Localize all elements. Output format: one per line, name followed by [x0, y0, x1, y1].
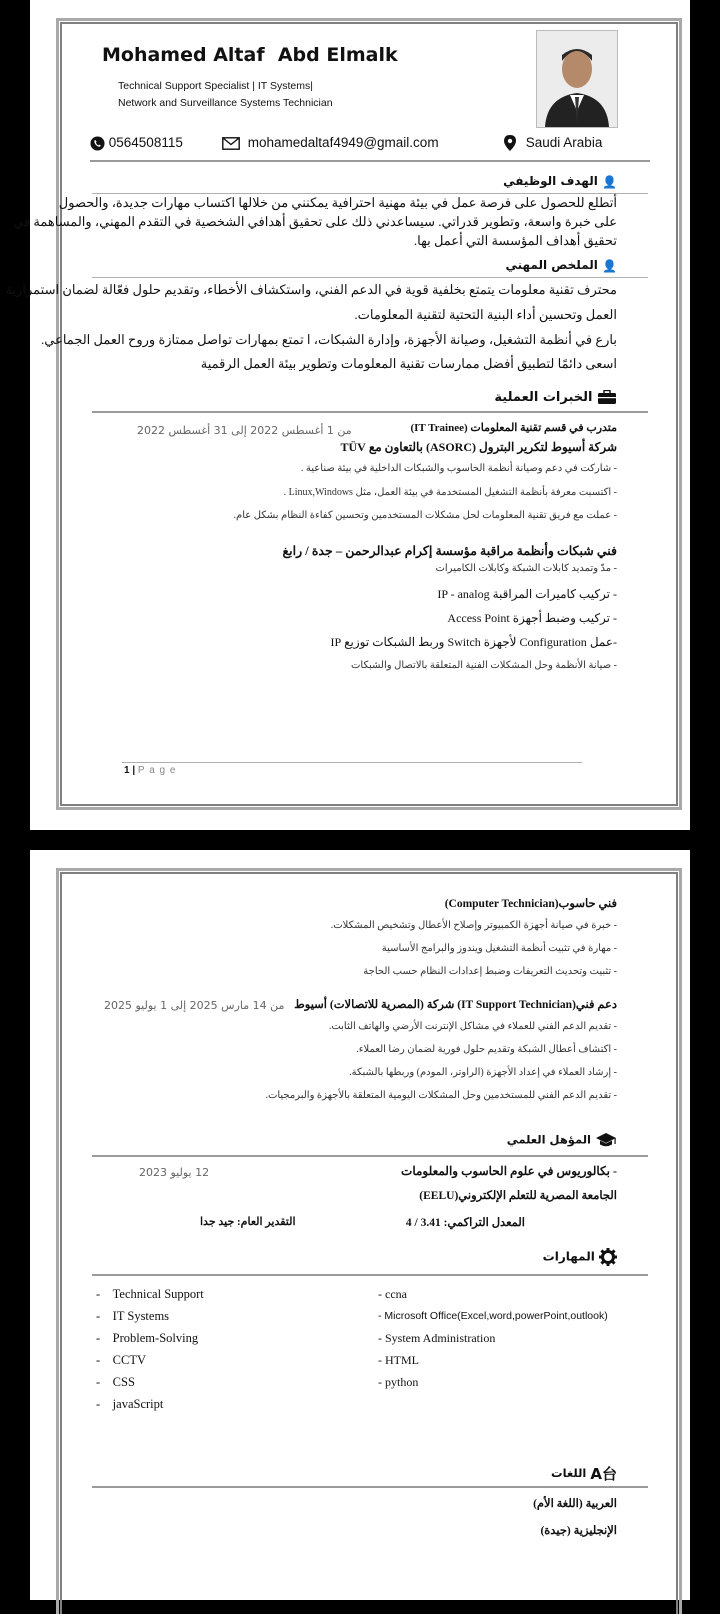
skills-heading [543, 1248, 617, 1266]
skill-item: - CCTV [96, 1353, 147, 1367]
objective-heading [503, 174, 617, 189]
graduation-cap-icon [595, 1132, 617, 1148]
resume-page-1 [5, 0, 690, 830]
profile-photo [536, 30, 618, 128]
university: الجامعة المصرية للتعلم الإلكتروني(EELU) [419, 1190, 617, 1202]
divider [92, 411, 648, 413]
skill-item: - javaScript [96, 1397, 164, 1411]
job1-date: من 1 أغسطس 2022 إلى 31 أغسطس 2022 [137, 424, 352, 437]
skill-item: - CSS [96, 1375, 135, 1389]
skill-item: - Technical Support [96, 1287, 204, 1301]
skill-item: - python [378, 1375, 419, 1389]
divider [90, 160, 650, 162]
job-title-line1: Technical Support Specialist | IT Systems| [118, 80, 313, 92]
translate-icon: A台 [590, 1465, 617, 1483]
language-item: العربية (اللغة الأم) [533, 1498, 617, 1510]
job2-bullet: - مدّ وتمديد كابلات الشبكة وكابلات الكاميرات [435, 563, 617, 574]
gear-icon [599, 1248, 617, 1266]
divider [92, 1486, 648, 1488]
page-number: 1 [124, 765, 130, 776]
summary-heading [505, 258, 617, 273]
language-item: الإنجليزية (جيدة) [540, 1525, 617, 1537]
job2-role: فني شبكات وأنظمة مراقبة مؤسسة إكرام عبدالرحمن – جدة / رابغ [282, 544, 617, 558]
degree: - بكالوريوس في علوم الحاسوب والمعلومات [401, 1164, 617, 1178]
phone-contact[interactable] [90, 135, 183, 151]
summary-line: العمل وتحسين أداء البنية التحتية لتقنية المعلومات. [354, 307, 617, 322]
job-title-line2: Network and Surveillance Systems Technician [118, 97, 333, 109]
footer-rule [122, 762, 582, 763]
divider [92, 277, 648, 278]
overall-grade: التقدير العام: جيد جدا [200, 1216, 296, 1228]
user-icon: 👤 [602, 174, 617, 189]
candidate-name: Mohamed Altaf Abd Elmalk [102, 44, 398, 66]
skills-right-column [378, 1283, 608, 1393]
job1-company: شركة أسيوط لتكرير البترول (ASORC) بالتعاون مع TÜV [340, 440, 617, 454]
objective-line: أتطلع للحصول على فرصة عمل في بيئة مهنية احترافية يمكنني من خلالها اكتساب مهارات جديدة، والحصول [58, 195, 617, 210]
skill-item: - System Administration [378, 1331, 496, 1345]
objective-line: تحقيق أهداف المؤسسة التي أعمل بها. [413, 233, 617, 248]
job3-bullet: - تثبيت وتحديث التعريفات وضبط إعدادات النظام حسب الحاجة [363, 966, 617, 977]
briefcase-icon [597, 390, 617, 405]
job4-bullet: - تقديم الدعم الفني للعملاء في مشاكل الإنترنت الأرضي والهاتف الثابت. [328, 1021, 617, 1032]
job1-bullet: - شاركت في دعم وصيانة أنظمة الحاسوب والشبكات الداخلية في بيئة صناعية . [300, 463, 617, 474]
experience-heading [494, 390, 617, 405]
job3-role: فني حاسوب(Computer Technician) [444, 898, 617, 910]
job4-bullet: - إرشاد العملاء في إعداد الأجهزة (الراوتر، المودم) وربطها بالشبكة. [349, 1067, 617, 1078]
resume-page-2 [30, 850, 690, 1600]
divider [92, 193, 648, 194]
email-contact[interactable] [222, 135, 439, 150]
phone-number: 0564508115 [108, 135, 183, 150]
location-text: Saudi Arabia [525, 135, 603, 150]
summary-line: محترف تقنية معلومات يتمتع بخلفية قوية في الدعم الفني، واستكشاف الأخطاء، وتقديم حلول فعّالة لضمان استمرارية [5, 282, 617, 297]
education-title: المؤهل العلمي [506, 1132, 591, 1147]
whatsapp-icon [90, 136, 105, 151]
job4-role: دعم فني(IT Support Technician) شركة (المصرية للاتصالات) أسيوط [294, 999, 617, 1011]
job4-bullet: - تقديم الدعم الفني للمستخدمين وحل المشكلات اليومية المتعلقة بالأجهزة والبرمجيات. [265, 1090, 617, 1101]
skill-item: - HTML [378, 1353, 419, 1367]
mail-icon [222, 137, 240, 150]
job4-date: من 14 مارس 2025 إلى 1 يوليو 2025 [104, 999, 285, 1012]
skill-item: - Problem-Solving [96, 1331, 199, 1345]
gpa: المعدل التراكمي: 3.41 / 4 [405, 1217, 525, 1229]
skills-title: المهارات [542, 1249, 595, 1264]
languages-heading [551, 1463, 617, 1484]
objective-title: الهدف الوظيفي [503, 174, 598, 188]
skill-item: - IT Systems [96, 1309, 170, 1323]
objective-line: على خبرة واسعة، وتطوير قدراتي. سيساعدني ذلك على تحقيق أهدافي الشخصية في التقدم المهني، والمساهمة في [13, 214, 617, 229]
summary-title: الملخص المهني [505, 258, 598, 272]
email-address: mohamedaltaf4949@gmail.com [247, 135, 439, 150]
page-label: P a g e [137, 765, 177, 776]
job2-bullet: - تركيب كاميرات المراقبة IP - analog [437, 587, 617, 601]
user-icon: 👤 [602, 258, 617, 273]
location-contact [504, 135, 602, 151]
education-heading [507, 1132, 617, 1148]
job1-bullet: - عملت مع فريق تقنية المعلومات لحل مشكلات المستخدمين وتحسين كفاءة النظام بشكل عام. [233, 510, 617, 521]
job2-bullet: - صيانة الأنظمة وحل المشكلات الفنية المتعلقة بالاتصال والشبكات [351, 660, 617, 671]
job4-bullet: - اكتشاف أعطال الشبكة وتقديم حلول فورية لضمان رضا العملاء. [356, 1044, 617, 1055]
job1-bullet: - اكتسبت معرفة بأنظمة التشغيل المستخدمة في بيئة العمل، مثل Linux,Windows . [283, 487, 617, 498]
skill-item: - Microsoft Office(Excel,word,powerPoint,outlook) [378, 1310, 608, 1322]
skills-left-column [96, 1283, 204, 1415]
summary-line: بارع في أنظمة التشغيل، وصيانة الأجهزة، وإدارة الشبكات، ا تمتع بمهارات تواصل ممتازة وروح العمل الجماعي. [41, 332, 617, 347]
summary-line: اسعى دائمًا لتطبيق أفضل ممارسات تقنية المعلومات وتطوير بيئة العمل الرقمية [200, 356, 617, 371]
skill-item: - ccna [378, 1287, 407, 1301]
job2-bullet: - تركيب وضبط أجهزة Access Point [447, 611, 617, 625]
page-footer: 1 | P a g e [124, 765, 177, 776]
job1-role: متدرب في قسم تقنية المعلومات (IT Trainee) [410, 422, 617, 434]
job3-bullet: - خبرة في صيانة أجهزة الكمبيوتر وإصلاح الأعطال وتشخيص المشكلات. [330, 920, 617, 931]
degree-date: 12 يوليو 2023 [139, 1166, 210, 1179]
divider [92, 1155, 648, 1157]
location-pin-icon [504, 135, 516, 151]
job3-bullet: - مهارة في تثبيت أنظمة التشغيل ويندوز والبرامج الأساسية [381, 943, 617, 954]
divider [92, 1274, 648, 1276]
experience-title: الخبرات العملية [494, 390, 593, 405]
languages-title: اللغات [551, 1466, 587, 1480]
job2-bullet: -عمل Configuration لأجهزة Switch وربط الشبكات توزيع IP [330, 635, 617, 649]
